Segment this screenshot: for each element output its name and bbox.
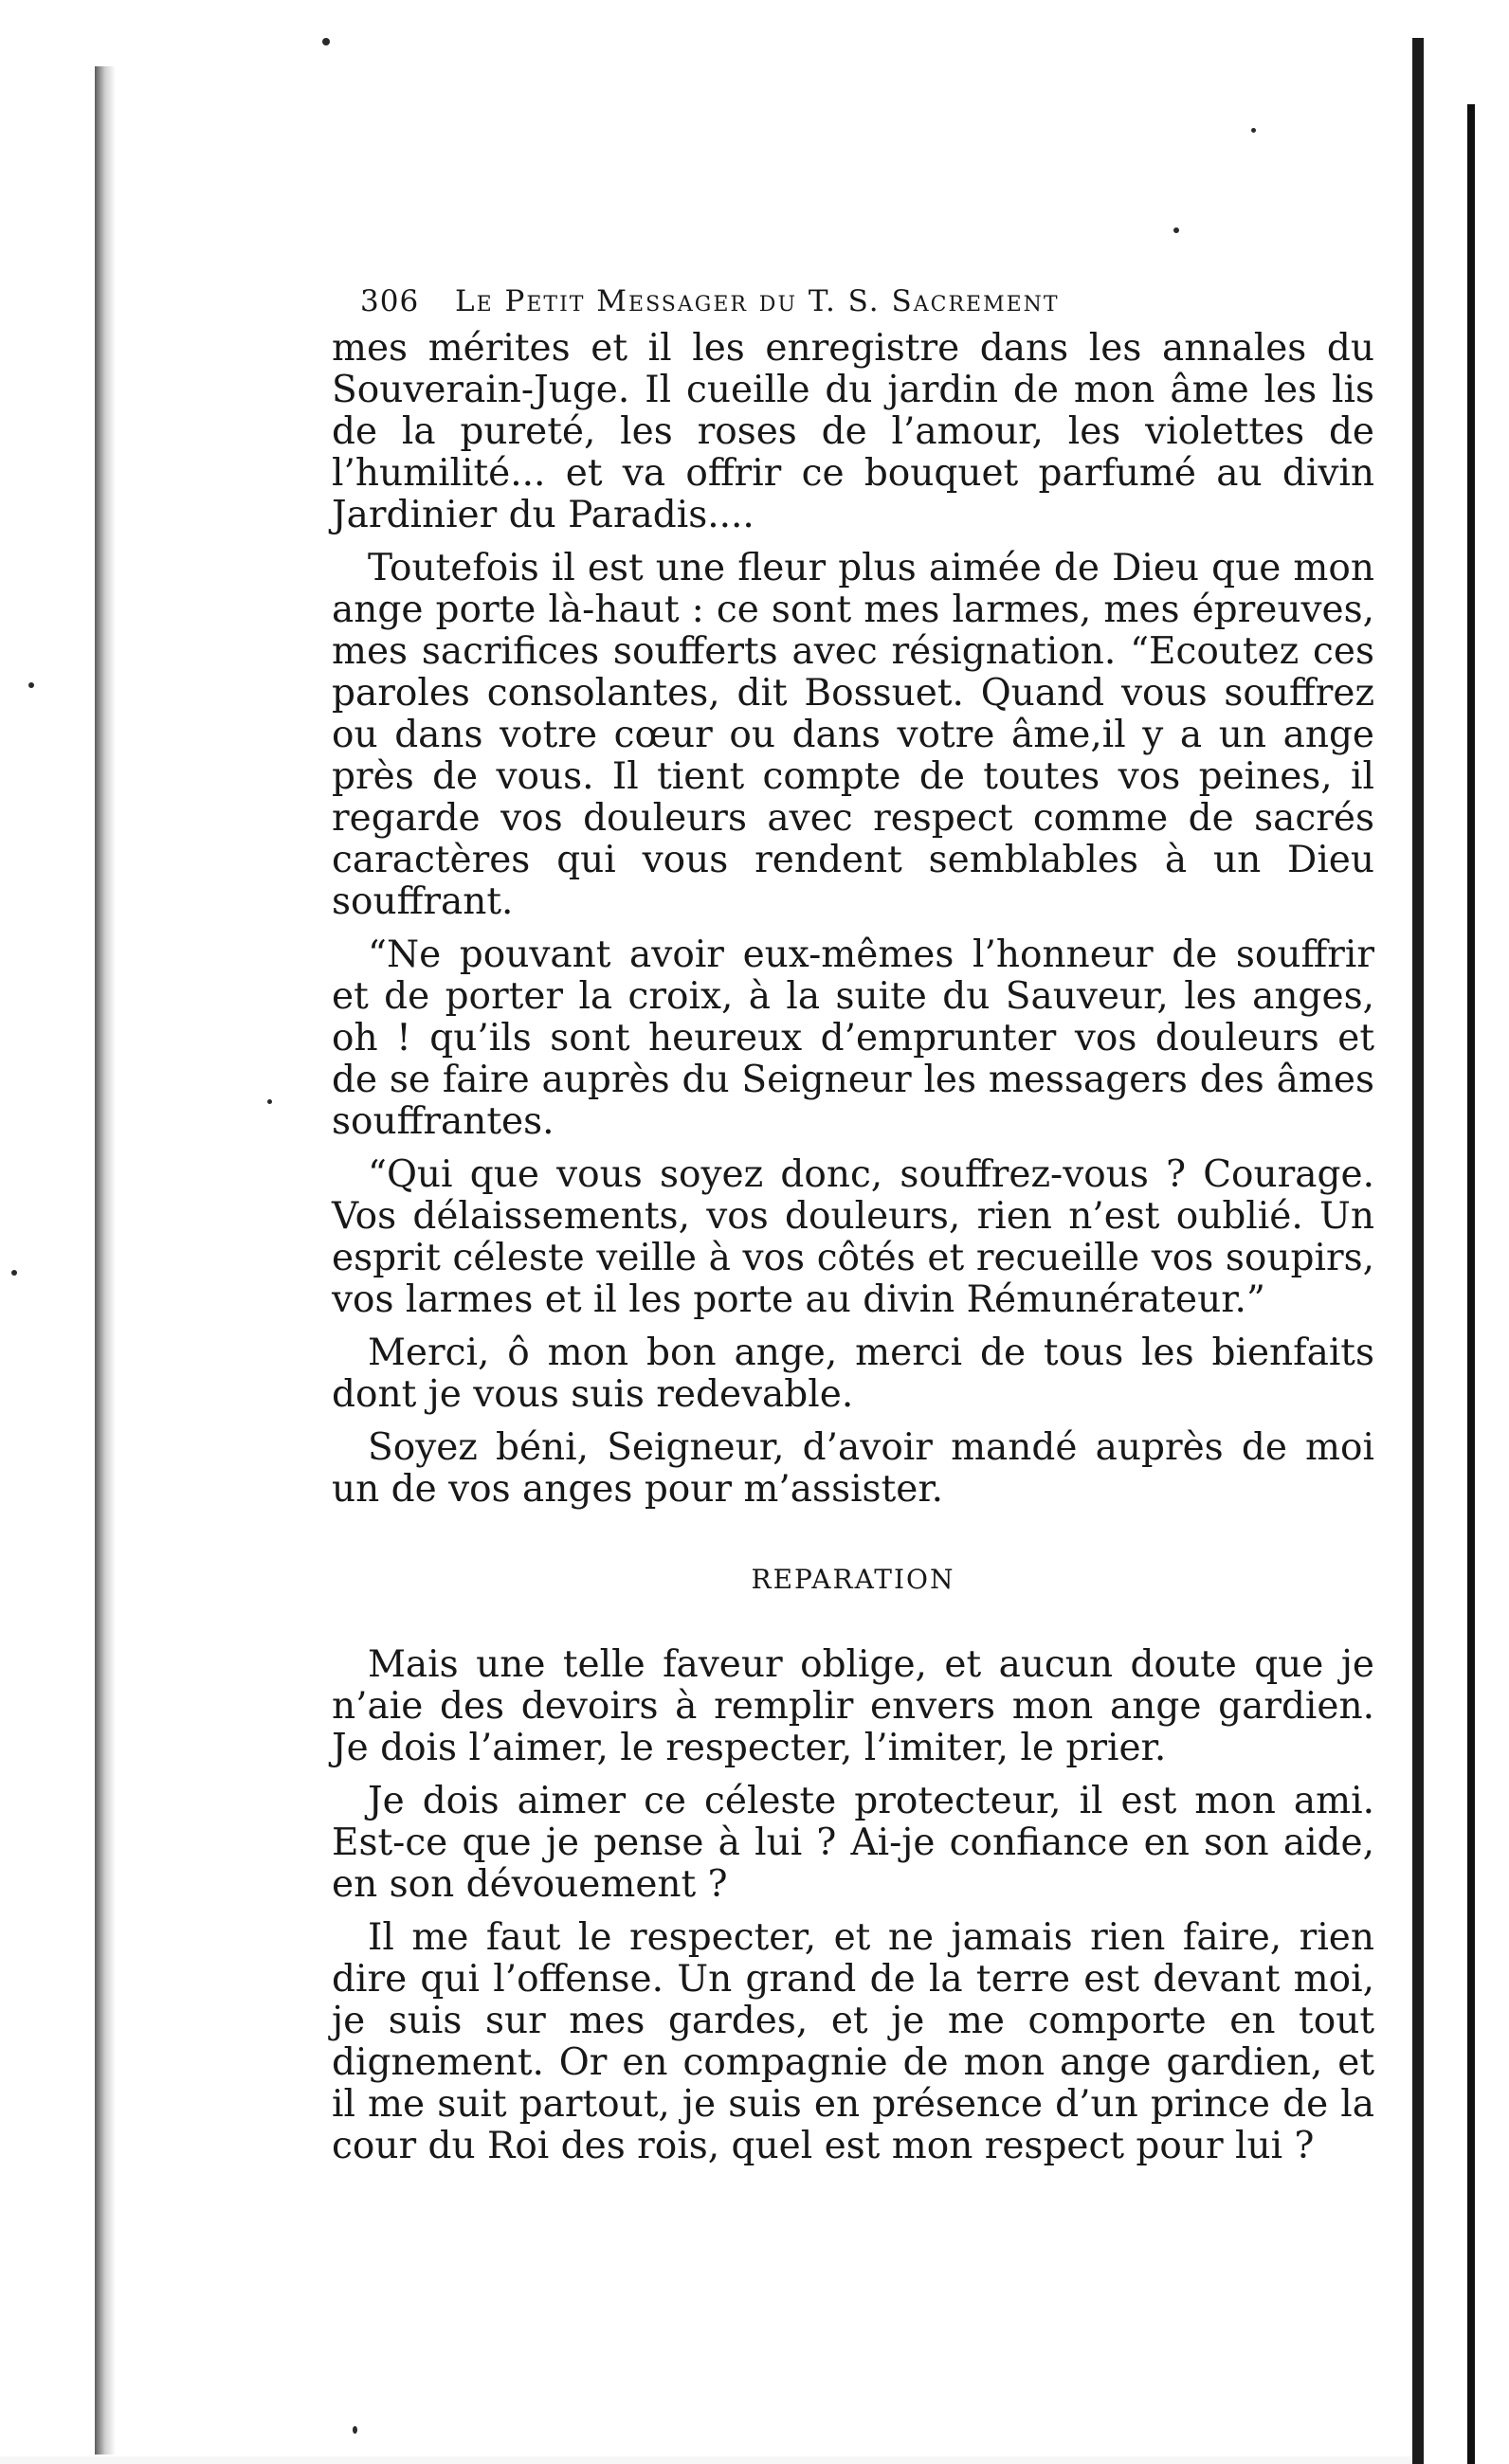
- paragraph-continuation: mes mérites et il les enregistre dans les annales du Souverain-Juge. Il cueille du jardin de mon âme les lis de la pureté, les roses de l’amour, les violettes de l’humilité... et va offrir ce bouquet parfumé au divin Jardinier du Paradis....: [332, 327, 1374, 536]
- paragraph: Merci, ô mon bon ange, merci de tous les bienfaits dont je vous suis redevable.: [332, 1332, 1374, 1416]
- running-header: [360, 284, 1374, 318]
- paragraph: “Ne pouvant avoir eux-mêmes l’honneur de souffrir et de porter la croix, à la suite du Sauveur, les anges, oh ! qu’ils sont heureux d’emprunter vos douleurs et de se faire auprès du Seigneur les messagers des âmes souffrantes.: [332, 933, 1374, 1143]
- paragraph: Il me faut le respecter, et ne jamais rien faire, rien dire qui l’offense. Un grand de la terre est devant moi, je suis sur mes gardes, et je me comporte en tout dignement. Or en compagnie de mon ange gardien, et il me suit partout, je suis en présence d’un prince de la cour du Roi des rois, quel est mon respect pour lui ?: [332, 1916, 1374, 2167]
- next-page-sliver: [1424, 104, 1509, 2464]
- paragraph: Je dois aimer ce céleste protecteur, il est mon ami. Est-ce que je pense à lui ? Ai-je confiance en son aide, en son dévouement ?: [332, 1780, 1374, 1906]
- dust-speck: [1173, 227, 1179, 233]
- paragraph: Mais une telle faveur oblige, et aucun doute que je n’aie des devoirs à remplir envers mon ange gardien. Je dois l’aimer, le respecter, l’imiter, le prier.: [332, 1643, 1374, 1769]
- page-number: 306: [360, 284, 420, 318]
- binding-shadow: [95, 66, 116, 2455]
- dust-speck: [28, 682, 34, 688]
- dust-speck: [267, 1099, 272, 1104]
- next-page-edge: [1467, 104, 1475, 2464]
- dust-speck: [353, 2426, 357, 2434]
- page-text: [332, 284, 1374, 2179]
- paragraph: Soyez béni, Seigneur, d’avoir mandé auprès de moi un de vos anges pour m’assister.: [332, 1426, 1374, 1511]
- paragraph: Toutefois il est une fleur plus aimée de Dieu que mon ange porte là-haut : ce sont mes larmes, mes épreuves, mes sacrifices soufferts avec résignation. “Ecoutez ces paroles consolantes, dit Bossuet. Quand vous souffrez ou dans votre cœur ou dans votre âme,il y a un ange près de vous. Il tient compte de toutes vos peines, il regarde vos douleurs avec respect comme de sacrés caractères qui vous rendent semblables à un Dieu souffrant.: [332, 547, 1374, 923]
- running-title: Le Petit Messager du T. S. Sacrement: [455, 284, 1060, 318]
- page-edge: [1412, 38, 1424, 2464]
- dust-speck: [11, 1270, 17, 1276]
- paragraph: “Qui que vous soyez donc, souffrez-vous ? Courage. Vos délaissements, vos douleurs, rien n’est oublié. Un esprit céleste veille à vos côtés et recueille vos soupirs, vos larmes et il les porte au divin Rémunérateur.”: [332, 1153, 1374, 1321]
- section-heading: REPARATION: [751, 1564, 955, 1595]
- dust-speck: [1251, 128, 1256, 133]
- dust-speck: [322, 38, 330, 45]
